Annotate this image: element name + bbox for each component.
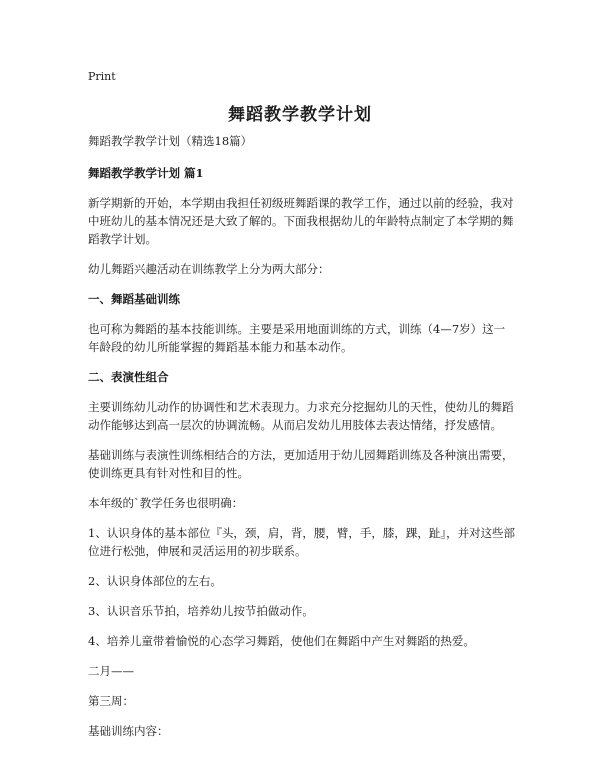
basic-content-label: 基础训练内容：	[88, 724, 169, 738]
paragraph-tasks: 本年级的`教学任务也很明确：	[88, 496, 244, 510]
task-item-2: 2、认识身体部位的左右。	[88, 574, 222, 588]
document-subtitle: 舞蹈教学教学计划（精选18篇）	[88, 134, 253, 148]
month-label: 二月——	[88, 664, 134, 678]
paragraph-combine: 基础训练与表演性训练相结合的方法，更加适用于幼儿园舞蹈训练及各种演出需要，使训练更具有针对性和目的性。	[88, 448, 514, 480]
week-label: 第三周：	[88, 694, 134, 708]
task-item-4: 4、培养儿童带着愉悦的心态学习舞蹈，使他们在舞蹈中产生对舞蹈的热爱。	[88, 634, 475, 648]
document-body	[88, 132, 516, 752]
paragraph-intro: 新学期新的开始，本学期由我担任初级班舞蹈课的教学工作，通过以前的经验，我对中班幼儿的基本情况还是大致了解的。下面我根据幼儿的年龄特点制定了本学期的舞蹈教学计划。	[88, 196, 514, 246]
paragraph-parts: 幼儿舞蹈兴趣活动在训练教学上分为两大部分：	[88, 262, 330, 276]
paragraph-basic-training: 也可称为舞蹈的基本技能训练。主要是采用地面训练的方式，训练（4—7岁）这一年龄段的幼儿所能掌握的舞蹈基本能力和基本动作。	[88, 322, 506, 354]
task-item-1: 1、认识身体的基本部位『头，颈，肩，背，腰，臂，手，膝，踝，趾』，并对这些部位进行松弛，伸展和灵活运用的初步联系。	[88, 526, 516, 558]
heading-performance: 二、表演性组合	[88, 370, 169, 384]
heading-basic-training: 一、舞蹈基础训练	[88, 292, 180, 306]
paragraph-performance: 主要训练幼儿动作的协调性和艺术表现力。力求充分挖掘幼儿的天性，使幼儿的舞蹈动作能够达到高一层次的协调流畅。从而启发幼儿用肢体去表达情绪，抒发感情。	[88, 400, 514, 432]
page-title: 舞蹈教学教学计划	[228, 105, 372, 125]
section-heading: 舞蹈教学教学计划 篇1	[88, 166, 204, 180]
print-label[interactable]: Print	[88, 70, 116, 83]
task-item-3: 3、认识音乐节拍，培养幼儿按节拍做动作。	[88, 604, 314, 618]
